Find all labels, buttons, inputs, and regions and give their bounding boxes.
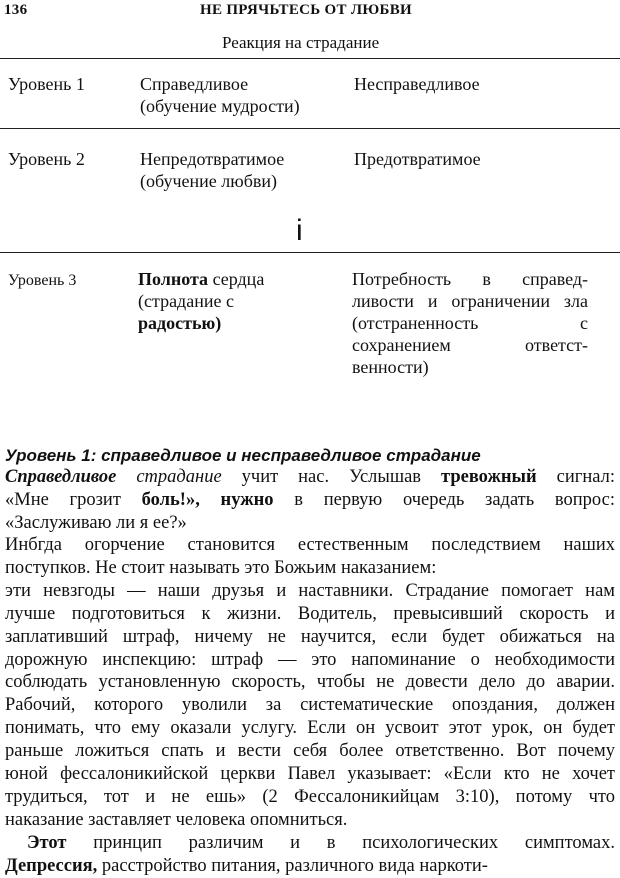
row3-col2-line: (отстраненность с <box>352 313 588 333</box>
text-line: трудиться, тот и не ешь» (2 Фессалоникийцам 3:10), потому что <box>5 786 615 807</box>
row3-col1-line <box>138 268 264 290</box>
row2-level: Уровень 2 <box>8 149 85 169</box>
row1-col2: Несправедливое <box>354 74 480 94</box>
table-row-divider <box>0 252 620 253</box>
text-line: наказание заставляет человека опомниться. <box>5 809 348 830</box>
text-line: юной фессалоникийской церкви Павел указывает: «Если кто не хочет <box>5 764 615 785</box>
table-top-rule <box>0 58 620 59</box>
row3-col2-line: ливости и ограничении зла <box>352 291 588 311</box>
row1-col1-line: (обучение мудрости) <box>140 96 300 116</box>
text-run: сигнал: <box>536 467 615 487</box>
text-line: раньше ложиться спать и вести себя более ответственно. Вот почему <box>5 741 615 762</box>
ital-bold-term: Справедливое <box>5 467 117 487</box>
table-caption: Реакция на страдание <box>222 33 380 52</box>
text-line <box>5 855 615 878</box>
text-run: принцип различим и в психологических симптомах. <box>66 833 615 853</box>
table-row-divider <box>0 128 620 129</box>
page-number: 136 <box>4 2 28 18</box>
text-line: заплативший штраф, ничему не научится, если будет обижаться на <box>5 626 615 647</box>
bold-term: Депрессия, <box>5 855 98 876</box>
row2-col1-line: Непредотвратимое <box>140 149 285 169</box>
row3-col1-text: сердца <box>208 269 265 289</box>
text-run: в первую очередь задать вопрос: <box>273 489 615 510</box>
text-line: лучше подготовиться к жизни. Водитель, превысивший скорость и <box>5 603 615 624</box>
row3-col2-line: венности) <box>352 357 429 377</box>
text-line: «Заслуживаю ли я ее?» <box>5 512 187 533</box>
paragraph-2 <box>5 534 615 832</box>
bold-term: тревожный <box>441 467 537 487</box>
row3-col2-line: сохранением ответст- <box>352 335 588 355</box>
text-line: понимать, что ему оказали услугу. Если он усвоит этот урок, он будет <box>5 718 615 739</box>
running-title: НЕ ПРЯЧЬТЕСЬ ОТ ЛЮБВИ <box>200 2 413 18</box>
text-line <box>5 832 615 855</box>
row3-col1-line: (страдание с <box>138 291 234 311</box>
row2-col2: Предотвратимое <box>354 149 481 169</box>
text-line <box>5 489 615 512</box>
row3-col1-line <box>138 312 264 334</box>
paragraph-1 <box>5 466 615 535</box>
text-line <box>5 466 615 489</box>
text-line: поступков. Не стоит называть это Божьим наказанием: <box>5 557 437 578</box>
bold-term: Этот <box>27 833 67 853</box>
row2-col1 <box>140 148 284 192</box>
ital-term: страдание <box>116 467 222 487</box>
row3-col2 <box>352 268 588 378</box>
row2-col1-line: (обучение любви) <box>140 171 277 191</box>
text-line: дорожную инспекцию: штраф — это напоминание о необходимости <box>5 649 615 670</box>
row1-level: Уровень 1 <box>8 74 85 94</box>
row3-col1-bold: радостью) <box>138 313 222 333</box>
row3-col1 <box>138 268 264 334</box>
row3-level: Уровень 3 <box>8 272 77 289</box>
section-heading: Уровень 1: справедливое и несправедливое страдание <box>5 446 481 465</box>
text-line: Рабочий, которого уволили за систематические опоздания, должен <box>5 695 615 716</box>
row3-col2-line: Потребность в справед- <box>352 269 588 289</box>
row1-col1 <box>140 73 300 117</box>
text-line: соблюдать установленную скорость, чтобы не довести дело до аварии. <box>5 672 615 693</box>
row1-col1-line: Справедливое <box>140 74 249 94</box>
text-run: «Мне грозит <box>5 489 142 510</box>
text-line: Инбгда огорчение становится естественным последствием наших <box>5 535 615 555</box>
row3-col1-bold: Полнота <box>138 269 209 289</box>
bold-term: боль!», нужно <box>141 489 274 510</box>
text-run: расстройство питания, различного вида наркоти- <box>97 855 488 876</box>
table-marker: i <box>296 214 303 247</box>
text-run: учит нас. Услышав <box>221 467 441 487</box>
text-line: эти невзгоды — наши друзья и наставники. Страдание помогает нам <box>5 580 615 601</box>
